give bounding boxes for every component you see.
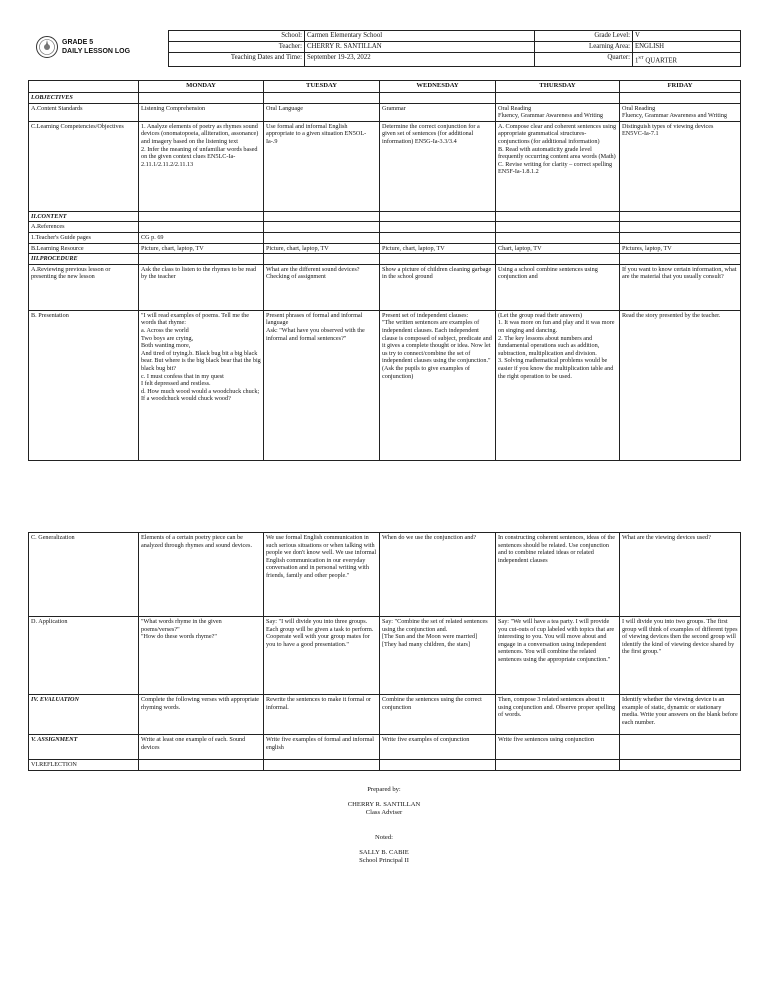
cell-tuesday [264, 103, 380, 121]
cell-friday [620, 232, 741, 243]
cell-tuesday [264, 222, 380, 233]
row-label: D. Application [29, 617, 139, 695]
prepared-name: CHERRY R. SANTILLAN [347, 801, 421, 808]
cell-text: Picture, chart, laptop, TV [141, 244, 204, 252]
table-row [29, 310, 741, 460]
cell-wednesday [380, 211, 496, 222]
cell-monday [139, 695, 264, 735]
teacher-label: Teacher: [169, 42, 305, 53]
cell-monday [139, 254, 264, 265]
cell-text: CG p. 69 [141, 233, 164, 241]
table-row [29, 211, 741, 222]
cell-text: A. Compose clear and coherent sentences using appropriate grammatical structures- conjunctions (for additional information) B. Read with automaticity grade level frequently occurring content area words (Math) C. Revise writing for clarity – correct spelling EN5F-Ia-1.8.1.2 [498, 122, 617, 176]
prepared-by-block [0, 786, 768, 817]
cell-text: Present set of independent clauses: "The written sentences are examples of independent clauses. Each independent clause is composed of subject, predicate and it gives a complete thought or idea. Now let us try to connect/combine the set of independent clauses using the conjunction." (Ask the pupils to give examples of conjunction) [382, 311, 492, 380]
table-row [29, 695, 741, 735]
table-row [29, 243, 741, 254]
cell-tuesday [264, 243, 380, 254]
cell-text: Oral Reading Fluency, Grammar Awareness and Writing [622, 104, 728, 120]
cell-text: Complete the following verses with appropriate rhyming words. [141, 696, 260, 711]
cell-friday [620, 222, 741, 233]
table-row [29, 121, 741, 211]
cell-text: I will divide you into two groups. The first group will think of examples of different types of viewing devices then the second group will identify the kind of viewing device shared by the first group." [622, 618, 738, 656]
cell-friday [620, 264, 741, 310]
row-label: I.OBJECTIVES [29, 93, 139, 104]
cell-monday [139, 617, 264, 695]
cell-tuesday [264, 93, 380, 104]
cell-tuesday [264, 617, 380, 695]
cell-wednesday [380, 243, 496, 254]
cell-thursday [496, 121, 620, 211]
noted-label: Noted: [375, 834, 393, 841]
cell-text: "I will read examples of poems. Tell me the words that rhyme: a. Across the world Two boys are crying, Both wanting more, And tired of trying.b. Black bug bit a big black bear. But where is the big black bear that the big black bug bit? c. I must confess that in my quest I felt depressed and restless. d. How much wood would a woodchuck chuck; If a woodchuck would chuck wood? [141, 311, 261, 403]
row-label: A.References [29, 222, 139, 233]
day-header-thursday: THURSDAY [496, 81, 620, 93]
noted-by-block [0, 834, 768, 865]
cell-text: Determine the correct conjunction for a given set of sentences (for additional information) EN5G-Ia-3.3/3.4 [382, 122, 480, 145]
school-value: Carmen Elementary School [305, 31, 535, 42]
cell-text: Say: "I will divide you into three groups. Each group will be given a task to perform. Cooperate well with your group mates for you to have a good presentation." [266, 618, 374, 648]
cell-monday [139, 93, 264, 104]
cell-text: Show a picture of children cleaning garbage in the school ground [382, 265, 492, 281]
cell-monday [139, 760, 264, 771]
cell-friday [620, 211, 741, 222]
cell-monday [139, 735, 264, 760]
cell-monday [139, 103, 264, 121]
lesson-table-part2 [28, 532, 741, 771]
cell-text: Chart, laptop, TV [498, 244, 542, 252]
day-header-wednesday: WEDNESDAY [380, 81, 496, 93]
header-info-table [168, 30, 741, 67]
table-row [29, 760, 741, 771]
table-row [29, 264, 741, 310]
cell-text: We use formal English communication in such serious situations or when talking with people we don't know well. We use informal English communication in our everyday conversation and in personal writing with friends, family and other people." [266, 534, 377, 579]
row-label: VI.REFLECTION [29, 760, 139, 771]
quarter-number: 1 [635, 57, 639, 65]
cell-text: Write at least one example of each. Sound devices [141, 736, 246, 751]
cell-monday [139, 310, 264, 460]
cell-wednesday [380, 533, 496, 617]
cell-text: Oral Reading Fluency, Grammar Awareness and Writing [498, 104, 604, 120]
school-label: School: [169, 31, 305, 42]
cell-text: Grammar [382, 104, 406, 112]
cell-friday [620, 617, 741, 695]
day-header-monday: MONDAY [139, 81, 264, 93]
cell-thursday [496, 254, 620, 265]
cell-text: Then, compose 3 related sentences about it using conjunction and. Observe proper spelling of words. [498, 696, 616, 719]
cell-text: Combine the sentences using the correct conjunction [382, 696, 482, 711]
teacher-value: CHERRY R. SANTILLAN [305, 42, 535, 53]
cell-friday [620, 695, 741, 735]
row-label: 1.Teacher's Guide pages [29, 232, 139, 243]
cell-wednesday [380, 93, 496, 104]
cell-wednesday [380, 695, 496, 735]
day-header-row [29, 81, 741, 93]
cell-text: Present phrases of formal and informal language Ask: "What have you observed with the informal and formal sentences?" [266, 311, 365, 342]
corner-cell [29, 81, 139, 93]
cell-thursday [496, 760, 620, 771]
table-row [29, 533, 741, 617]
cell-friday [620, 243, 741, 254]
cell-friday [620, 533, 741, 617]
cell-thursday [496, 735, 620, 760]
table-row [29, 222, 741, 233]
cell-tuesday [264, 533, 380, 617]
cell-thursday [496, 264, 620, 310]
grade-level-label: Grade Level: [535, 31, 633, 42]
cell-tuesday [264, 695, 380, 735]
cell-monday [139, 264, 264, 310]
cell-tuesday [264, 254, 380, 265]
cell-text: Oral Language [266, 104, 303, 112]
cell-monday [139, 222, 264, 233]
dates-label: Teaching Dates and Time: [169, 53, 305, 67]
cell-friday [620, 735, 741, 760]
cell-text: Rewrite the sentences to make it formal or informal. [266, 696, 371, 711]
cell-tuesday [264, 310, 380, 460]
table-row [29, 254, 741, 265]
table-row [29, 735, 741, 760]
learning-area-value: ENGLISH [633, 42, 741, 53]
cell-text: Picture, chart, laptop, TV [382, 244, 445, 252]
row-label: C.Learning Competencies/Objectives [29, 121, 139, 211]
cell-thursday [496, 211, 620, 222]
cell-monday [139, 211, 264, 222]
row-label: II.CONTENT [29, 211, 139, 222]
quarter-suffix: ST [638, 55, 644, 60]
cell-wednesday [380, 617, 496, 695]
row-label: V. ASSIGNMENT [29, 735, 139, 760]
cell-text: In constructing coherent sentences, ideas of the sentences should be related. Use conjunction and to combine related ideas or related independent clauses [498, 534, 616, 564]
cell-text: Read the story presented by the teacher. [622, 311, 721, 319]
day-header-friday: FRIDAY [620, 81, 741, 93]
table-row [29, 617, 741, 695]
cell-friday [620, 310, 741, 460]
cell-wednesday [380, 760, 496, 771]
cell-tuesday [264, 211, 380, 222]
cell-tuesday [264, 232, 380, 243]
row-label: B.Learning Resource [29, 243, 139, 254]
prepared-label: Prepared by: [367, 786, 401, 793]
cell-thursday [496, 533, 620, 617]
learning-area-label: Learning Area: [535, 42, 633, 53]
cell-text: Ask the class to listen to the rhymes to be read by the teacher [141, 265, 257, 281]
cell-tuesday [264, 735, 380, 760]
cell-wednesday [380, 222, 496, 233]
row-label: A.Content Standards [29, 103, 139, 121]
cell-text: When do we use the conjunction and? [382, 534, 477, 541]
row-label: A.Reviewing previous lesson or presenting the new lesson [29, 264, 139, 310]
cell-text: "What words rhyme in the given poems/verses?" "How do these words rhyme?" [141, 618, 222, 641]
cell-text: Identify whether the viewing device is an example of static, dynamic or stationary media. Write your answers on the blank before each number. [622, 696, 738, 726]
cell-friday [620, 760, 741, 771]
grade-title: GRADE 5 [62, 39, 94, 46]
cell-text: Say: "We will have a tea party. I will provide you cut-outs of cup labeled with topics that are interesting to you. You will move about and engage in a conversation using independent sentences. You will combine the related sentences using the appropriate conjunction." [498, 618, 615, 663]
prepared-role: Class Adviser [365, 809, 403, 816]
cell-text: (Let the group read their answers) 1. It was more on fun and play and it was more on singing and dancing. 2. The key lessons about numbers and fundamental operations such as addition, subtraction, multiplication and division. 3. Solving mathematical problems would be easier if you know the multiplication table and the right operation to be used. [498, 311, 615, 380]
cell-wednesday [380, 103, 496, 121]
cell-text: If you want to know certain information, what are the material that you usually consult? [622, 265, 737, 281]
cell-text: Picture, chart, laptop, TV [266, 244, 329, 252]
deped-seal-logo [36, 36, 58, 58]
cell-text: Distinguish types of viewing devices EN5VC-Ia-7.1 [622, 122, 714, 138]
cell-wednesday [380, 254, 496, 265]
cell-wednesday [380, 232, 496, 243]
dates-value: September 19-23, 2022 [305, 53, 535, 67]
cell-wednesday [380, 735, 496, 760]
quarter-value [633, 53, 741, 67]
cell-thursday [496, 93, 620, 104]
table-row [29, 103, 741, 121]
cell-wednesday [380, 121, 496, 211]
cell-tuesday [264, 264, 380, 310]
noted-name: SALLY B. CABIE [359, 849, 409, 856]
cell-wednesday [380, 310, 496, 460]
noted-role: School Principal II [359, 857, 409, 864]
cell-text: Pictures, laptop, TV [622, 244, 672, 252]
cell-text: What are the different sound devices? Checking of assignment [266, 265, 360, 281]
cell-friday [620, 103, 741, 121]
cell-thursday [496, 232, 620, 243]
cell-text: Write five sentences using conjunction [498, 736, 594, 743]
cell-text: Write five examples of formal and informal english [266, 736, 374, 751]
cell-thursday [496, 243, 620, 254]
cell-monday [139, 232, 264, 243]
row-label: B. Presentation [29, 310, 139, 460]
cell-text: Using a school combine sentences using conjunction and [498, 265, 598, 281]
log-title: DAILY LESSON LOG [62, 48, 131, 55]
cell-monday [139, 533, 264, 617]
cell-text: Listening Comprehension [141, 104, 206, 112]
quarter-label: Quarter: [535, 53, 633, 67]
lesson-table-part1 [28, 80, 741, 461]
cell-friday [620, 93, 741, 104]
cell-text: Write five examples of conjunction [382, 736, 470, 743]
header-title [62, 38, 130, 56]
cell-thursday [496, 310, 620, 460]
cell-thursday [496, 617, 620, 695]
cell-text: Say: "Combine the set of related sentences using the conjunction and. [The Sun and the Moon were married] [They had many children, the stars] [382, 618, 488, 648]
cell-friday [620, 121, 741, 211]
row-label: IV. EVALUATION [29, 695, 139, 735]
table-row [29, 232, 741, 243]
cell-monday [139, 243, 264, 254]
cell-thursday [496, 222, 620, 233]
cell-tuesday [264, 121, 380, 211]
cell-text: 1. Analyze elements of poetry as rhymes sound devices (onomatopoeia, alliteration, assonance) and imagery based on the listening text 2. Infer the meaning of unfamiliar words based on the given context clues EN5LC-Ia-2.11.1/2.11.2/2.11.13 [141, 122, 259, 168]
cell-text: What are the viewing devices used? [622, 534, 711, 541]
row-label: C. Generalization [29, 533, 139, 617]
table-row [29, 93, 741, 104]
quarter-text: QUARTER [643, 57, 678, 65]
grade-level-value: V [633, 31, 741, 42]
cell-text: Elements of a certain poetry piece can be analyzed through rhymes and sound devices. [141, 534, 253, 549]
row-label: III.PROCEDURE [29, 254, 139, 265]
cell-monday [139, 121, 264, 211]
cell-text: Use formal and informal English appropriate to a given situation EN5OL-Ia-.9 [266, 122, 367, 145]
cell-thursday [496, 695, 620, 735]
cell-thursday [496, 103, 620, 121]
day-header-tuesday: TUESDAY [264, 81, 380, 93]
cell-tuesday [264, 760, 380, 771]
cell-friday [620, 254, 741, 265]
cell-wednesday [380, 264, 496, 310]
